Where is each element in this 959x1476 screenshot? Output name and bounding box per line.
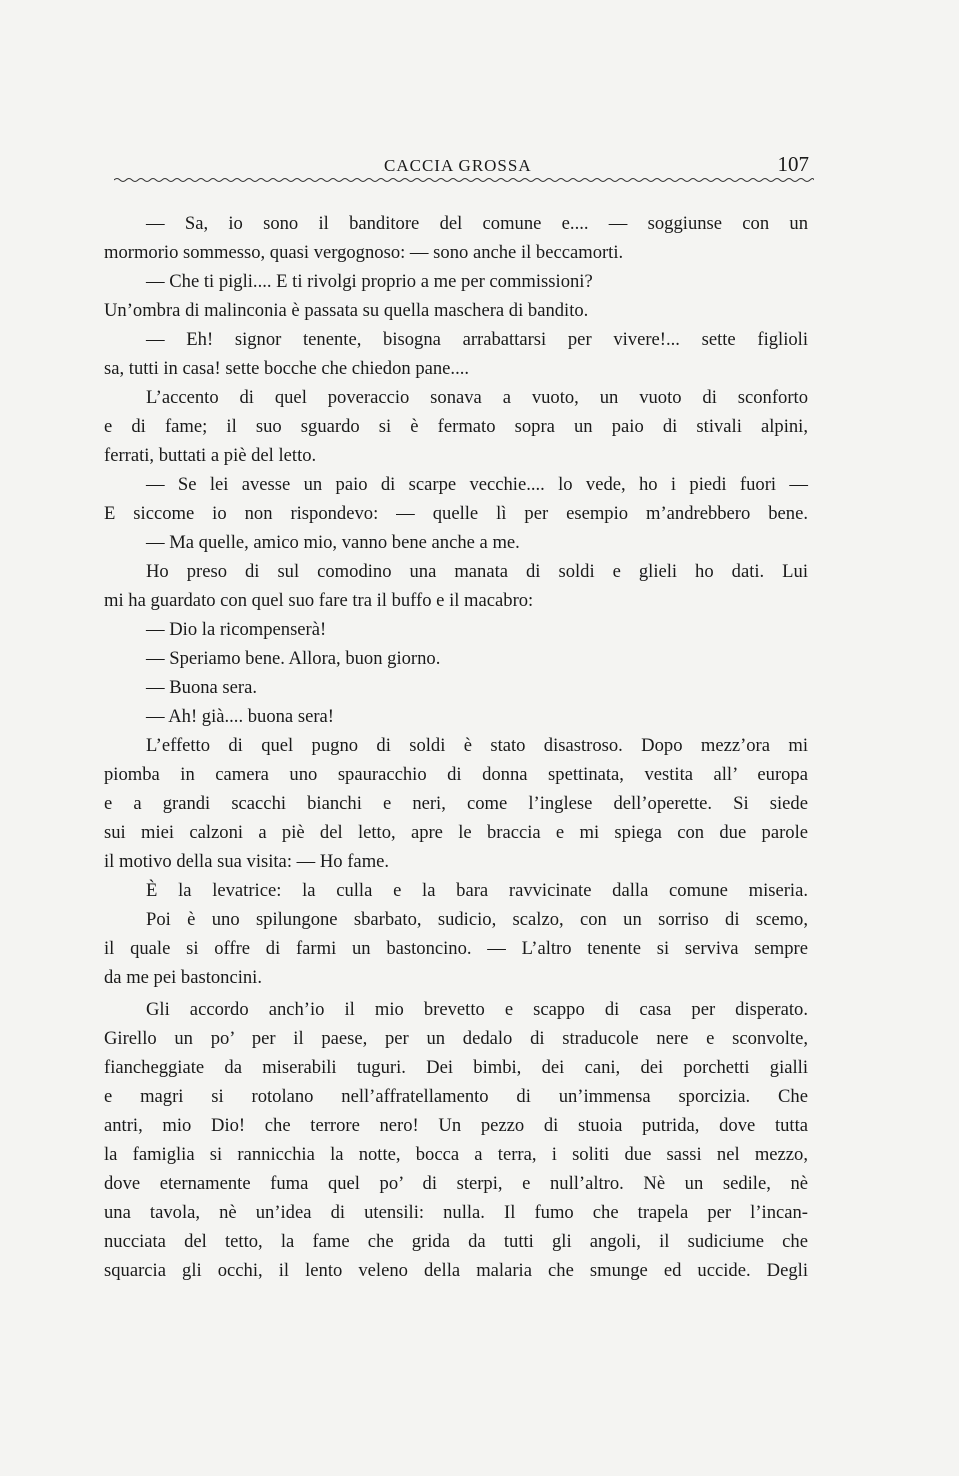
text-line: fiancheggiate da miserabili tuguri. Dei bimbi, dei cani, dei porchetti gialli: [104, 1057, 808, 1078]
text-line: — Dio la ricompenserà!: [146, 619, 327, 640]
text-line: e di fame; il suo sguardo si è fermato sopra un paio di stivali alpini,: [104, 416, 808, 437]
text-line: squarcia gli occhi, il lento veleno della malaria che smunge ed uccide. Degli: [104, 1260, 808, 1281]
text-line: antri, mio Dio! che terrore nero! Un pezzo di stuoia putrida, dove tutta: [104, 1115, 808, 1136]
text-line: la famiglia si rannicchia la notte, bocca a terra, i soliti due sassi nel mezzo,: [104, 1144, 808, 1165]
text-line: — Buona sera.: [146, 677, 258, 698]
text-line: sa, tutti in casa! sette bocche che chiedon pane....: [104, 358, 470, 379]
text-line: nucciata del tetto, la fame che grida da tutti gli angoli, il sudiciume che: [104, 1231, 808, 1252]
text-line: L’accento di quel poveraccio sonava a vuoto, un vuoto di sconforto: [146, 387, 808, 408]
running-title: CACCIA GROSSA: [384, 156, 532, 175]
text-line: — Sa, io sono il banditore del comune e.... — soggiunse con un: [146, 213, 808, 234]
body-text: [104, 209, 808, 1285]
text-line: — Che ti pigli.... E ti rivolgi proprio a me per commissioni?: [146, 271, 593, 292]
page-number: 107: [777, 152, 809, 176]
text-line: e a grandi scacchi bianchi e neri, come l’inglese dell’operette. Si siede: [104, 793, 808, 814]
text-line: ferrati, buttati a piè del letto.: [104, 445, 317, 466]
text-line: Girello un po’ per il paese, per un dedalo di straducole nere e sconvolte,: [104, 1028, 808, 1049]
text-line: mormorio sommesso, quasi vergognoso: — sono anche il beccamorti.: [104, 242, 624, 263]
text-line: È la levatrice: la culla e la bara ravvicinate dalla comune miseria.: [146, 880, 808, 901]
text-line: L’effetto di quel pugno di soldi è stato disastroso. Dopo mezz’ora mi: [146, 735, 808, 756]
text-line: piomba in camera uno spauracchio di donna spettinata, vestita all’ europa: [104, 764, 808, 785]
text-line: da me pei bastoncini.: [104, 967, 263, 988]
text-line: Ho preso di sul comodino una manata di soldi e glieli ho dati. Lui: [146, 561, 808, 582]
text-line: una tavola, nè un’idea di utensili: nulla. Il fumo che trapela per l’incan-: [104, 1202, 808, 1223]
running-header: [104, 150, 809, 190]
text-line: — Ma quelle, amico mio, vanno bene anche a me.: [146, 532, 520, 553]
text-line: mi ha guardato con quel suo fare tra il buffo e il macabro:: [104, 590, 534, 611]
text-line: sui miei calzoni a piè del letto, apre le braccia e mi spiega con due parole: [104, 822, 808, 843]
text-line: Gli accordo anch’io il mio brevetto e scappo di casa per disperato.: [146, 999, 808, 1020]
text-line: — Se lei avesse un paio di scarpe vecchie.... lo vede, ho i piedi fuori —: [146, 474, 808, 495]
text-line: il motivo della sua visita: — Ho fame.: [104, 851, 390, 872]
text-line: — Eh! signor tenente, bisogna arrabattarsi per vivere!... sette figlioli: [146, 329, 808, 350]
text-line: E siccome io non rispondevo: — quelle lì per esempio m’andrebbero bene.: [104, 503, 808, 524]
text-line: — Speriamo bene. Allora, buon giorno.: [146, 648, 441, 669]
text-line: — Ah! già.... buona sera!: [146, 706, 334, 727]
wavy-rule: [114, 176, 814, 184]
text-line: e magri si rotolano nell’affratellamento di un’immensa sporcizia. Che: [104, 1086, 808, 1107]
text-line: Un’ombra di malinconia è passata su quella maschera di bandito.: [104, 300, 589, 321]
text-line: dove eternamente fuma quel po’ di sterpi, e null’altro. Nè un sedile, nè: [104, 1173, 808, 1194]
text-line: il quale si offre di farmi un bastoncino. — L’altro tenente si serviva sempre: [104, 938, 808, 959]
text-line: Poi è uno spilungone sbarbato, sudicio, scalzo, con un sorriso di scemo,: [146, 909, 808, 930]
